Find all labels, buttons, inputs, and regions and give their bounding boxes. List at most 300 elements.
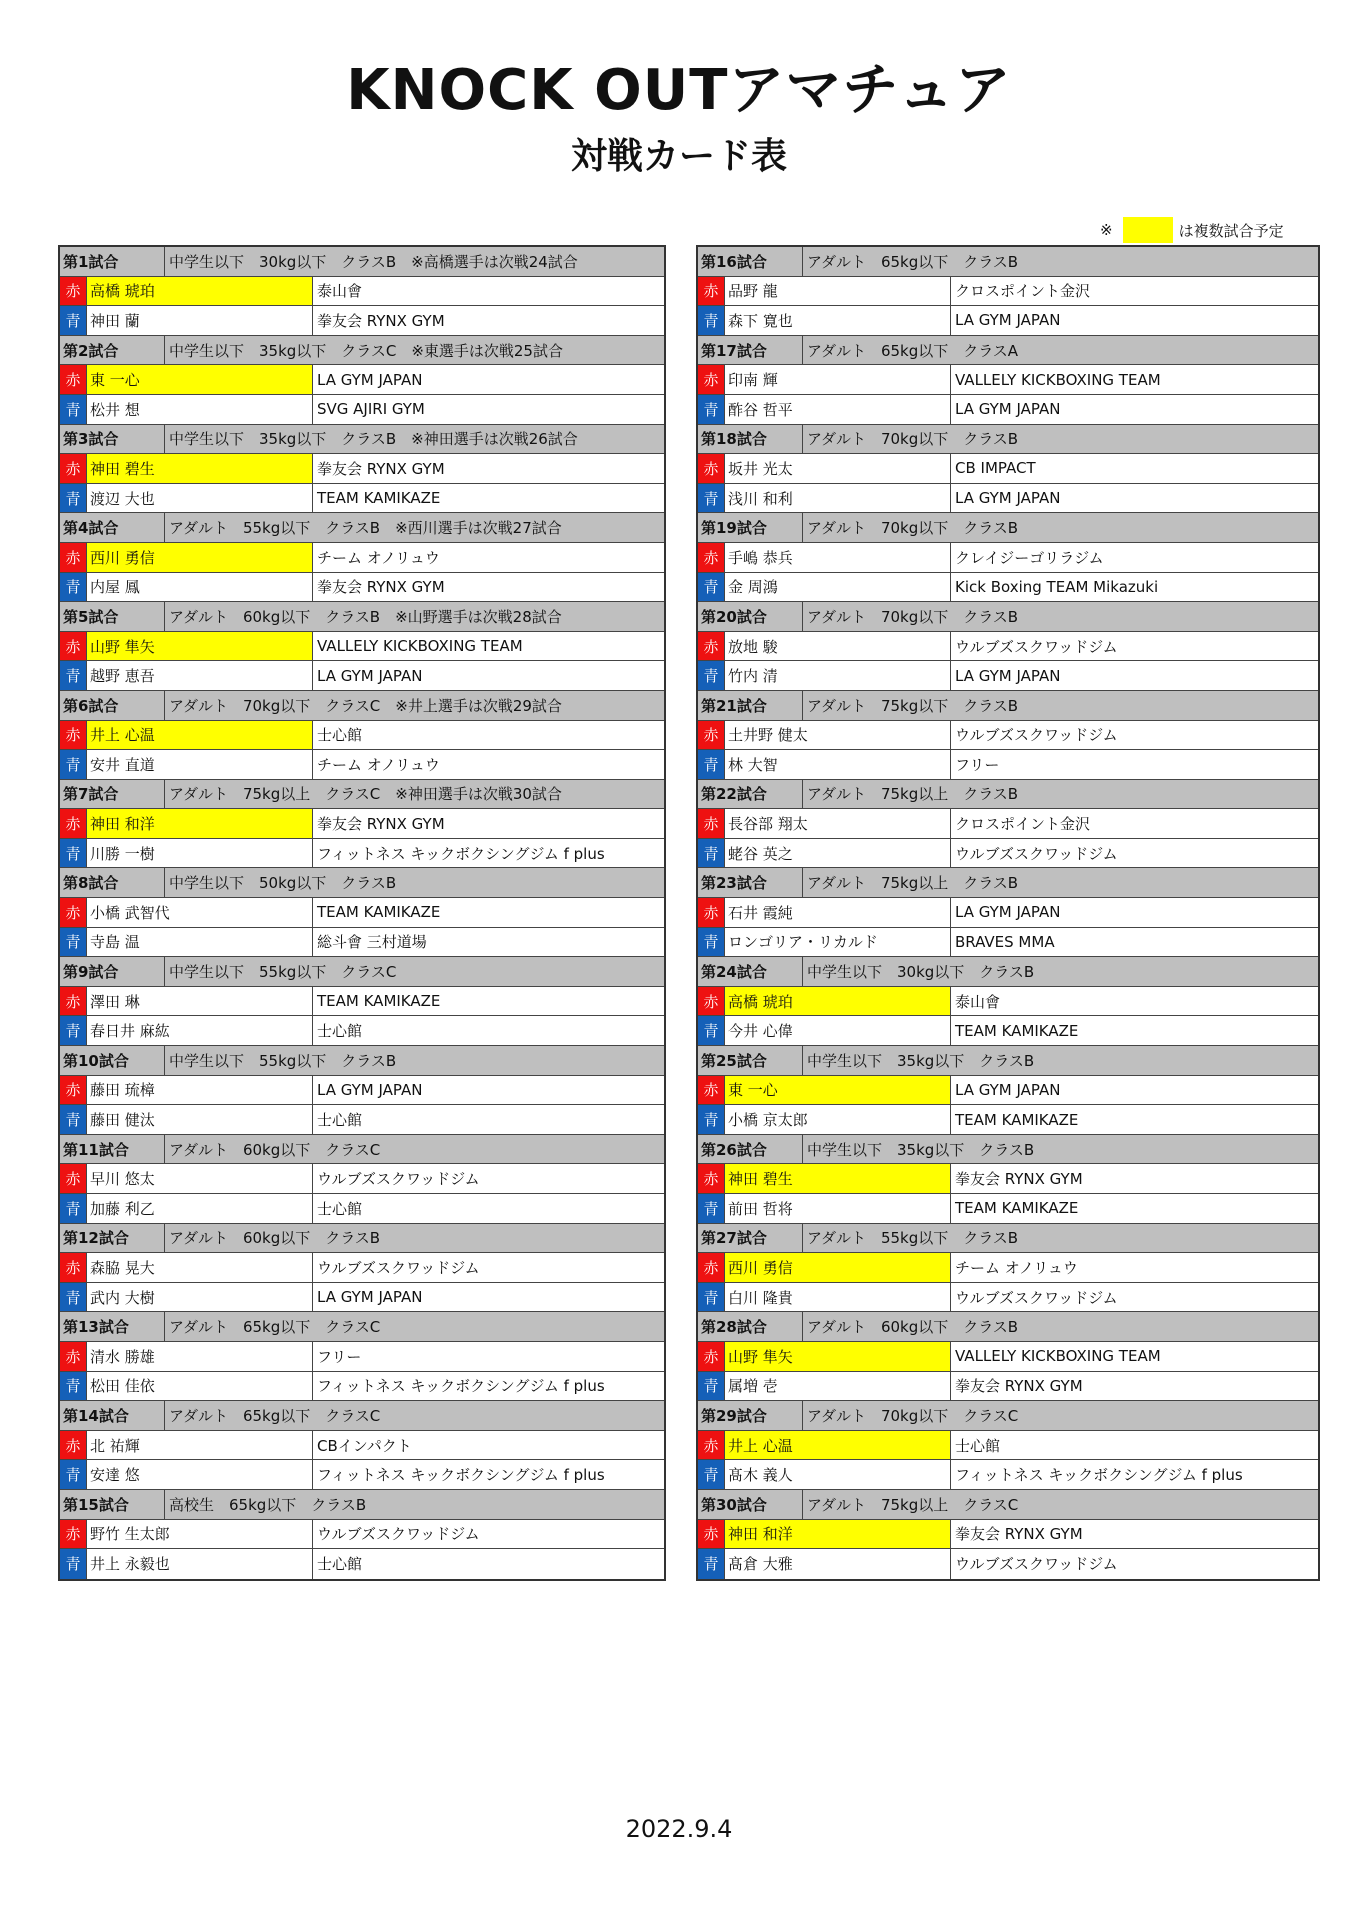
fighter-gym: 士心館: [317, 726, 363, 745]
legend-yellow-swatch: [1123, 217, 1173, 243]
match-number: 第18試合: [698, 425, 803, 454]
fighter-row-red: [698, 543, 1318, 573]
fighter-gym: 士心館: [955, 1436, 1001, 1455]
fighter-name: 神田 碧生: [87, 454, 313, 483]
fighter-name: 属増 壱: [725, 1372, 951, 1401]
match-header-row: [698, 1135, 1318, 1165]
match-number: 第25試合: [698, 1046, 803, 1075]
match-info: アダルト 55kg以下 クラスB ※西川選手は次戦27試合: [169, 519, 562, 538]
fighter-name: 東 一心: [725, 1076, 951, 1105]
red-corner-badge: 赤: [60, 1253, 87, 1282]
fighter-row-red: [698, 277, 1318, 307]
fighter-row-red: [698, 1431, 1318, 1461]
fighter-gym: 士心館: [317, 1555, 363, 1574]
fighter-gym: TEAM KAMIKAZE: [317, 992, 441, 1011]
match-header-row: [698, 513, 1318, 543]
fighter-gym: フリー: [955, 755, 1000, 774]
blue-corner-badge: 青: [698, 1372, 725, 1401]
fighter-row-blue: [698, 1372, 1318, 1402]
match-number: 第15試合: [60, 1490, 165, 1519]
match-table-right: [696, 245, 1320, 1581]
blue-corner-badge: 青: [60, 661, 87, 690]
match-header-row: [698, 957, 1318, 987]
match-header-row: [698, 336, 1318, 366]
fighter-name: 春日井 麻紘: [87, 1016, 313, 1045]
fighter-gym: ウルブズスクワッドジム: [955, 1288, 1118, 1307]
red-corner-badge: 赤: [60, 277, 87, 306]
red-corner-badge: 赤: [60, 1164, 87, 1193]
fighter-row-red: [60, 1076, 664, 1106]
red-corner-badge: 赤: [60, 987, 87, 1016]
blue-corner-badge: 青: [698, 750, 725, 779]
blue-corner-badge: 青: [698, 484, 725, 513]
match-header-row: [698, 691, 1318, 721]
match-number: 第12試合: [60, 1224, 165, 1253]
blue-corner-badge: 青: [60, 573, 87, 602]
fighter-name: 川勝 一樹: [87, 839, 313, 868]
match-info: アダルト 70kg以下 クラスC ※井上選手は次戦29試合: [169, 696, 562, 715]
match-info: 中学生以下 55kg以下 クラスC: [169, 963, 397, 982]
fighter-row-red: [60, 987, 664, 1017]
fighter-gym: フリー: [317, 1347, 362, 1366]
fighter-gym: ウルブズスクワッドジム: [955, 844, 1118, 863]
fighter-row-blue: [698, 1016, 1318, 1046]
blue-corner-badge: 青: [60, 484, 87, 513]
fighter-row-red: [60, 365, 664, 395]
fighter-row-red: [698, 721, 1318, 751]
match-info: アダルト 60kg以下 クラスB ※山野選手は次戦28試合: [169, 607, 562, 626]
red-corner-badge: 赤: [60, 809, 87, 838]
blue-corner-badge: 青: [698, 1105, 725, 1134]
fighter-row-red: [698, 1253, 1318, 1283]
fighter-row-red: [698, 809, 1318, 839]
match-number: 第4試合: [60, 513, 165, 542]
fighter-gym: フィットネス キックボクシングジム f plus: [317, 1377, 605, 1396]
fighter-gym: VALLELY KICKBOXING TEAM: [955, 1347, 1161, 1366]
fighter-gym: フィットネス キックボクシングジム f plus: [317, 844, 605, 863]
fighter-row-blue: [698, 1283, 1318, 1313]
fighter-gym: SVG AJIRI GYM: [317, 400, 425, 419]
match-header-row: [60, 1135, 664, 1165]
fighter-gym: LA GYM JAPAN: [317, 370, 423, 389]
fighter-gym: 士心館: [317, 1022, 363, 1041]
fighter-name: 長谷部 翔太: [725, 809, 951, 838]
fighter-row-red: [60, 1164, 664, 1194]
blue-corner-badge: 青: [60, 1372, 87, 1401]
fighter-gym: BRAVES MMA: [955, 932, 1055, 951]
match-number: 第17試合: [698, 336, 803, 365]
match-info: アダルト 75kg以上 クラスB: [807, 785, 1019, 804]
match-number: 第9試合: [60, 957, 165, 986]
fighter-row-red: [60, 1520, 664, 1550]
fighter-gym: ウルブズスクワッドジム: [955, 726, 1118, 745]
fighter-name: 澤田 琳: [87, 987, 313, 1016]
fighter-gym: フィットネス キックボクシングジム f plus: [955, 1466, 1243, 1485]
fighter-row-red: [698, 1164, 1318, 1194]
fighter-gym: クレイジーゴリラジム: [955, 548, 1104, 567]
red-corner-badge: 赤: [60, 543, 87, 572]
fighter-row-blue: [698, 750, 1318, 780]
fighter-gym: 総斗會 三村道場: [317, 933, 427, 952]
match-header-row: [60, 513, 664, 543]
legend-text: は複数試合予定: [1178, 221, 1284, 240]
fighter-row-blue: [698, 839, 1318, 869]
fighter-name: 安井 直道: [87, 750, 313, 779]
fighter-name: ロンゴリア・リカルド: [725, 928, 951, 957]
fighter-gym: チーム オノリュウ: [317, 755, 440, 774]
fighter-row-red: [698, 1520, 1318, 1550]
match-header-row: [698, 1490, 1318, 1520]
match-info: アダルト 75kg以上 クラスC: [807, 1495, 1019, 1514]
fighter-gym: LA GYM JAPAN: [955, 311, 1061, 330]
fighter-name: 神田 碧生: [725, 1164, 951, 1193]
blue-corner-badge: 青: [60, 395, 87, 424]
fighter-gym: クロスポイント金沢: [955, 815, 1091, 834]
red-corner-badge: 赤: [698, 1253, 725, 1282]
fighter-name: 森下 寛也: [725, 306, 951, 335]
match-info: アダルト 70kg以下 クラスC: [807, 1406, 1019, 1425]
fighter-row-red: [60, 543, 664, 573]
fighter-gym: CB IMPACT: [955, 459, 1036, 478]
fighter-name: 印南 輝: [725, 365, 951, 394]
match-header-row: [698, 247, 1318, 277]
fighter-name: 井上 心温: [725, 1431, 951, 1460]
fighter-row-red: [698, 632, 1318, 662]
fighter-gym: LA GYM JAPAN: [955, 666, 1061, 685]
fighter-name: 内屋 鳳: [87, 573, 313, 602]
fighter-row-blue: [698, 1105, 1318, 1135]
blue-corner-badge: 青: [60, 1016, 87, 1045]
match-number: 第8試合: [60, 868, 165, 897]
match-number: 第19試合: [698, 513, 803, 542]
red-corner-badge: 赤: [60, 898, 87, 927]
fighter-row-blue: [60, 1549, 664, 1579]
match-header-row: [698, 425, 1318, 455]
fighter-row-blue: [60, 928, 664, 958]
fighter-gym: TEAM KAMIKAZE: [955, 1021, 1079, 1040]
fighter-row-blue: [698, 484, 1318, 514]
fighter-name: 井上 心温: [87, 721, 313, 750]
fighter-row-red: [60, 898, 664, 928]
fighter-name: 野竹 生太郎: [87, 1520, 313, 1549]
match-table-left: [58, 245, 666, 1581]
blue-corner-badge: 青: [698, 928, 725, 957]
blue-corner-badge: 青: [698, 839, 725, 868]
red-corner-badge: 赤: [60, 1520, 87, 1549]
fighter-name: 加藤 利乙: [87, 1194, 313, 1223]
fighter-name: 酢谷 哲平: [725, 395, 951, 424]
red-corner-badge: 赤: [60, 1342, 87, 1371]
fighter-name: 高橋 琥珀: [87, 277, 313, 306]
fighter-gym: ウルブズスクワッドジム: [955, 1555, 1118, 1574]
fighter-gym: ウルブズスクワッドジム: [317, 1525, 480, 1544]
match-header-row: [698, 602, 1318, 632]
match-info: 中学生以下 30kg以下 クラスB: [807, 963, 1035, 982]
fighter-row-red: [60, 277, 664, 307]
match-info: アダルト 75kg以上 クラスB: [807, 874, 1019, 893]
fighter-gym: LA GYM JAPAN: [317, 1288, 423, 1307]
fighter-name: 手嶋 恭兵: [725, 543, 951, 572]
fighter-gym: 士心館: [317, 1111, 363, 1130]
red-corner-badge: 赤: [698, 809, 725, 838]
fighter-name: 藤田 健汰: [87, 1105, 313, 1134]
fighter-row-blue: [60, 484, 664, 514]
fighter-row-red: [698, 1342, 1318, 1372]
fighter-name: 土井野 健太: [725, 721, 951, 750]
fighter-row-blue: [60, 306, 664, 336]
fighter-row-blue: [60, 1283, 664, 1313]
match-number: 第6試合: [60, 691, 165, 720]
blue-corner-badge: 青: [698, 1283, 725, 1312]
blue-corner-badge: 青: [60, 306, 87, 335]
match-number: 第5試合: [60, 602, 165, 631]
match-info: アダルト 75kg以下 クラスB: [807, 696, 1019, 715]
match-header-row: [60, 780, 664, 810]
fighter-name: 石井 霞純: [725, 898, 951, 927]
match-number: 第16試合: [698, 247, 803, 276]
fighter-gym: TEAM KAMIKAZE: [317, 489, 441, 508]
blue-corner-badge: 青: [60, 750, 87, 779]
fighter-gym: ウルブズスクワッドジム: [317, 1258, 480, 1277]
page-title: KNOCK OUTアマチュア: [346, 58, 1012, 123]
fighter-row-blue: [698, 573, 1318, 603]
match-number: 第20試合: [698, 602, 803, 631]
blue-corner-badge: 青: [60, 1460, 87, 1489]
match-header-row: [60, 1046, 664, 1076]
fighter-row-red: [60, 1342, 664, 1372]
red-corner-badge: 赤: [60, 1431, 87, 1460]
match-header-row: [60, 247, 664, 277]
match-number: 第3試合: [60, 425, 165, 454]
fighter-name: 藤田 琉樟: [87, 1076, 313, 1105]
fighter-gym: LA GYM JAPAN: [955, 400, 1061, 419]
match-number: 第29試合: [698, 1401, 803, 1430]
match-header-row: [698, 780, 1318, 810]
fighter-name: 山野 隼矢: [725, 1342, 951, 1371]
fighter-gym: 泰山會: [955, 992, 1001, 1011]
match-number: 第10試合: [60, 1046, 165, 1075]
red-corner-badge: 赤: [698, 1076, 725, 1105]
blue-corner-badge: 青: [698, 306, 725, 335]
match-header-row: [60, 602, 664, 632]
match-info: アダルト 65kg以下 クラスC: [169, 1318, 381, 1337]
blue-corner-badge: 青: [698, 1016, 725, 1045]
match-header-row: [60, 1224, 664, 1254]
fighter-name: 林 大智: [725, 750, 951, 779]
fighter-name: 髙倉 大雅: [725, 1549, 951, 1579]
fighter-gym: 拳友会 RYNX GYM: [317, 311, 445, 330]
match-number: 第23試合: [698, 868, 803, 897]
match-header-row: [698, 1401, 1318, 1431]
fighter-name: 坂井 光太: [725, 454, 951, 483]
fighter-name: 神田 和洋: [725, 1520, 951, 1549]
match-number: 第11試合: [60, 1135, 165, 1164]
match-header-row: [60, 868, 664, 898]
fighter-name: 渡辺 大也: [87, 484, 313, 513]
match-number: 第27試合: [698, 1224, 803, 1253]
fighter-gym: フィットネス キックボクシングジム f plus: [317, 1466, 605, 1485]
fighter-name: 今井 心偉: [725, 1016, 951, 1045]
red-corner-badge: 赤: [698, 1520, 725, 1549]
red-corner-badge: 赤: [698, 987, 725, 1016]
fighter-name: 放地 駿: [725, 632, 951, 661]
match-info: アダルト 70kg以下 クラスB: [807, 519, 1019, 538]
blue-corner-badge: 青: [698, 1194, 725, 1223]
match-number: 第26試合: [698, 1135, 803, 1164]
fighter-name: 松田 佳依: [87, 1372, 313, 1401]
fighter-gym: LA GYM JAPAN: [955, 903, 1061, 922]
blue-corner-badge: 青: [60, 1105, 87, 1134]
fighter-gym: CBインパクト: [317, 1436, 412, 1455]
blue-corner-badge: 青: [60, 839, 87, 868]
fighter-gym: 拳友会 RYNX GYM: [955, 1377, 1083, 1396]
fighter-row-red: [60, 809, 664, 839]
match-number: 第1試合: [60, 247, 165, 276]
match-number: 第14試合: [60, 1401, 165, 1430]
blue-corner-badge: 青: [698, 573, 725, 602]
fighter-name: 西川 勇信: [725, 1253, 951, 1282]
fighter-name: 安達 悠: [87, 1460, 313, 1489]
fighter-gym: TEAM KAMIKAZE: [955, 1199, 1079, 1218]
match-header-row: [60, 1312, 664, 1342]
fighter-gym: LA GYM JAPAN: [955, 1080, 1061, 1099]
fighter-gym: 拳友会 RYNX GYM: [317, 815, 445, 834]
match-info: 高校生 65kg以下 クラスB: [169, 1495, 367, 1514]
fighter-gym: 拳友会 RYNX GYM: [317, 578, 445, 597]
fighter-gym: 拳友会 RYNX GYM: [317, 459, 445, 478]
fighter-name: 金 周鴻: [725, 573, 951, 602]
red-corner-badge: 赤: [60, 632, 87, 661]
match-info: 中学生以下 50kg以下 クラスB: [169, 874, 397, 893]
fighter-gym: チーム オノリュウ: [317, 548, 440, 567]
fighter-row-red: [60, 1431, 664, 1461]
fighter-row-red: [698, 454, 1318, 484]
match-header-row: [60, 691, 664, 721]
match-info: 中学生以下 35kg以下 クラスB: [807, 1051, 1035, 1070]
match-header-row: [60, 336, 664, 366]
match-header-row: [60, 957, 664, 987]
match-info: 中学生以下 55kg以下 クラスB: [169, 1051, 397, 1070]
fighter-gym: 士心館: [317, 1199, 363, 1218]
match-header-row: [698, 1224, 1318, 1254]
fighter-gym: LA GYM JAPAN: [955, 489, 1061, 508]
fighter-row-blue: [60, 395, 664, 425]
red-corner-badge: 赤: [60, 1076, 87, 1105]
fighter-gym: TEAM KAMIKAZE: [317, 903, 441, 922]
match-info: 中学生以下 35kg以下 クラスC ※東選手は次戦25試合: [169, 341, 563, 360]
fighter-gym: ウルブズスクワッドジム: [317, 1170, 480, 1189]
fighter-name: 井上 永毅也: [87, 1549, 313, 1579]
match-header-row: [698, 1312, 1318, 1342]
match-info: アダルト 65kg以下 クラスB: [807, 252, 1019, 271]
red-corner-badge: 赤: [698, 1164, 725, 1193]
fighter-name: 越野 恵吾: [87, 661, 313, 690]
fighter-row-blue: [698, 928, 1318, 958]
fighter-row-blue: [60, 1016, 664, 1046]
match-number: 第13試合: [60, 1312, 165, 1341]
fighter-gym: 拳友会 RYNX GYM: [955, 1170, 1083, 1189]
blue-corner-badge: 青: [698, 1549, 725, 1579]
legend-prefix: ※: [1100, 221, 1113, 239]
fighter-gym: VALLELY KICKBOXING TEAM: [955, 370, 1161, 389]
match-info: アダルト 65kg以下 クラスA: [807, 341, 1019, 360]
match-info: アダルト 70kg以下 クラスB: [807, 430, 1019, 449]
fighter-name: 神田 和洋: [87, 809, 313, 838]
blue-corner-badge: 青: [698, 1460, 725, 1489]
fighter-row-blue: [60, 750, 664, 780]
fighter-row-red: [60, 632, 664, 662]
fighter-name: 蛯谷 英之: [725, 839, 951, 868]
fighter-name: 髙木 義人: [725, 1460, 951, 1489]
fighter-name: 清水 勝雄: [87, 1342, 313, 1371]
fighter-row-blue: [60, 1372, 664, 1402]
fighter-row-red: [698, 1076, 1318, 1106]
fighter-gym: チーム オノリュウ: [955, 1258, 1078, 1277]
fighter-row-blue: [698, 1549, 1318, 1579]
match-info: アダルト 60kg以下 クラスC: [169, 1140, 381, 1159]
fighter-gym: 泰山會: [317, 282, 363, 301]
match-number: 第24試合: [698, 957, 803, 986]
match-info: アダルト 70kg以下 クラスB: [807, 607, 1019, 626]
fighter-gym: 拳友会 RYNX GYM: [955, 1525, 1083, 1544]
red-corner-badge: 赤: [698, 632, 725, 661]
match-number: 第2試合: [60, 336, 165, 365]
red-corner-badge: 赤: [698, 1431, 725, 1460]
fighter-name: 浅川 和利: [725, 484, 951, 513]
page-subtitle: 対戦カード表: [570, 136, 787, 177]
fighter-row-blue: [60, 1194, 664, 1224]
match-number: 第30試合: [698, 1490, 803, 1519]
fighter-row-blue: [698, 661, 1318, 691]
fighter-gym: VALLELY KICKBOXING TEAM: [317, 637, 523, 656]
fighter-row-blue: [60, 1105, 664, 1135]
fighter-row-blue: [698, 306, 1318, 336]
event-date: 2022.9.4: [625, 1815, 733, 1843]
fighter-name: 松井 想: [87, 395, 313, 424]
match-info: アダルト 55kg以下 クラスB: [807, 1229, 1019, 1248]
fighter-row-red: [698, 987, 1318, 1017]
match-info: アダルト 65kg以下 クラスC: [169, 1406, 381, 1425]
match-number: 第7試合: [60, 780, 165, 809]
fighter-gym: LA GYM JAPAN: [317, 666, 423, 685]
fighter-name: 前田 哲将: [725, 1194, 951, 1223]
blue-corner-badge: 青: [698, 395, 725, 424]
fighter-gym: クロスポイント金沢: [955, 282, 1091, 301]
match-number: 第22試合: [698, 780, 803, 809]
fighter-row-red: [60, 1253, 664, 1283]
fighter-name: 品野 龍: [725, 277, 951, 306]
red-corner-badge: 赤: [698, 898, 725, 927]
fighter-row-blue: [698, 395, 1318, 425]
fighter-gym: ウルブズスクワッドジム: [955, 637, 1118, 656]
fighter-gym: TEAM KAMIKAZE: [955, 1110, 1079, 1129]
fighter-name: 小橋 京太郎: [725, 1105, 951, 1134]
highlight-legend: [1100, 217, 1284, 243]
fighter-name: 早川 悠太: [87, 1164, 313, 1193]
blue-corner-badge: 青: [60, 928, 87, 957]
red-corner-badge: 赤: [698, 454, 725, 483]
match-info: 中学生以下 35kg以下 クラスB ※神田選手は次戦26試合: [169, 430, 578, 449]
fighter-row-blue: [60, 573, 664, 603]
fighter-name: 武内 大樹: [87, 1283, 313, 1312]
fighter-row-blue: [698, 1460, 1318, 1490]
blue-corner-badge: 青: [698, 661, 725, 690]
match-info: アダルト 75kg以上 クラスC ※神田選手は次戦30試合: [169, 785, 562, 804]
red-corner-badge: 赤: [60, 721, 87, 750]
fighter-name: 山野 隼矢: [87, 632, 313, 661]
fighter-row-red: [698, 898, 1318, 928]
match-header-row: [60, 1490, 664, 1520]
